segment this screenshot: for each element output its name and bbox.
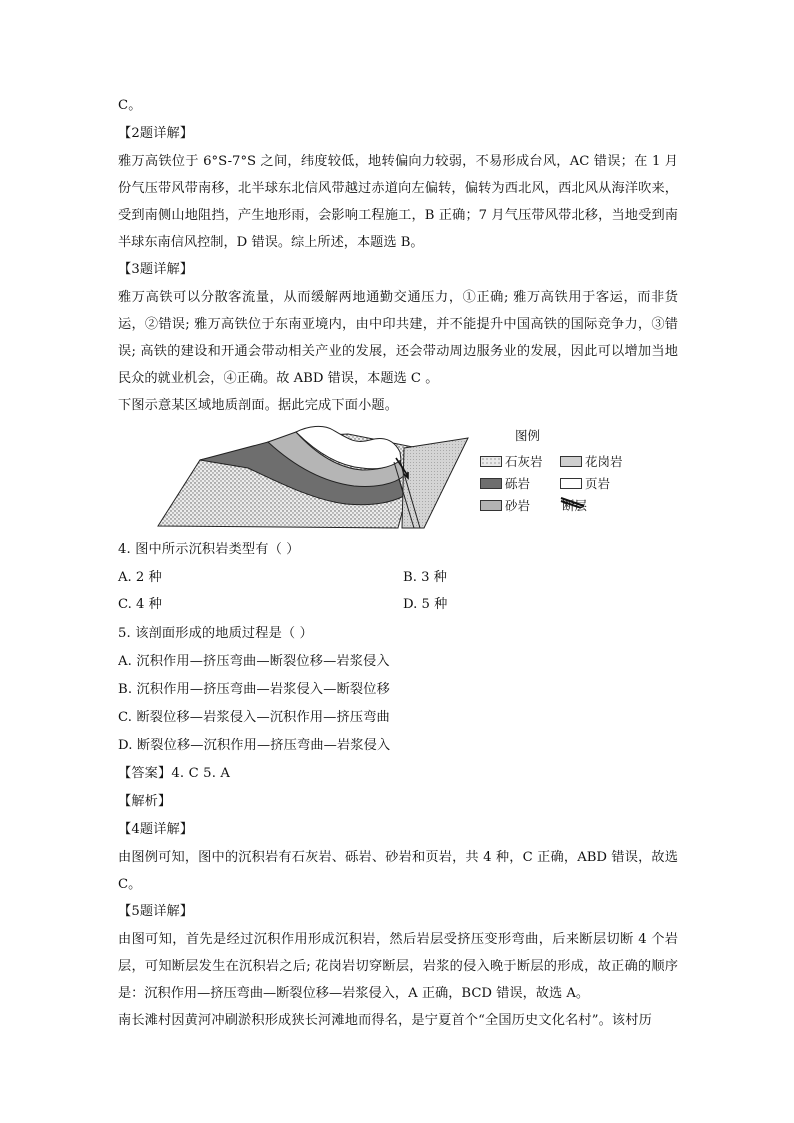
geologic-section-diagram	[118, 422, 478, 532]
q4-stem: 4. 图中所示沉积岩类型有（ ）	[118, 542, 300, 557]
q4-option-a: A. 2 种	[118, 570, 162, 585]
q5-option-c: C. 断裂位移—岩浆侵入—沉积作用—挤压弯曲	[118, 710, 390, 725]
q5-explain-heading: 【5题详解】	[118, 904, 194, 919]
q3-explain-text: 雅万高铁可以分散客流量，从而缓解两地通勤交通压力，①正确; 雅万高铁用于客运，而非货运，②错误; 雅万高铁位于东南亚境内，由中印共建，并不能提升中国高铁的国际竞争力，③错误; 高铁的建设和开通会带动相关产业的发展，还会带动周边服务业的发展，因此可以增加当地民众的就业机会，④正确。故 ABD 错误，本题选 C 。	[118, 290, 678, 386]
shale-swatch	[560, 478, 582, 489]
legend-shale: 页岩	[560, 474, 610, 492]
q4-options	[118, 564, 678, 620]
q5-explain-text: 由图可知，首先是经过沉积作用形成沉积岩，然后岩层受挤压变形弯曲，后来断层切断 4 个岩层，可知断层发生在沉积岩之后; 花岗岩切穿断层，岩浆的侵入晚于断层的形成，故正确的顺序是：沉积作用—挤压弯曲—断裂位移—岩浆侵入，A 正确，BCD 错误，故选 A。	[118, 932, 678, 1001]
document-page	[118, 92, 678, 1035]
q4-option-d: D. 5 种	[403, 597, 448, 612]
granite-swatch	[560, 456, 582, 467]
q5-option-b: B. 沉积作用—挤压弯曲—岩浆侵入—断裂位移	[118, 682, 390, 697]
limestone-swatch	[480, 456, 502, 467]
sandstone-swatch	[480, 500, 502, 511]
q5-stem: 5. 该剖面形成的地质过程是（ ）	[118, 626, 313, 641]
analysis-heading: 【解析】	[118, 794, 172, 809]
answer-tail: C。	[118, 98, 142, 113]
legend-conglomerate: 砾岩	[480, 474, 530, 492]
q3-explain-heading: 【3题详解】	[118, 262, 194, 277]
q2-explain-heading: 【2题详解】	[118, 126, 194, 141]
figure-intro: 下图示意某区域地质剖面。据此完成下面小题。	[118, 398, 399, 413]
legend-limestone: 石灰岩	[480, 452, 543, 470]
fault-symbol-icon	[560, 496, 586, 508]
q4-explain-heading: 【4题详解】	[118, 822, 194, 837]
next-passage-text: 南长滩村因黄河冲刷淤积形成狭长河滩地而得名，是宁夏首个“全国历史文化名村”。该村历	[118, 1013, 652, 1028]
q4-option-c: C. 4 种	[118, 597, 162, 612]
legend-fault: 断层	[562, 498, 588, 513]
q5-option-a: A. 沉积作用—挤压弯曲—断裂位移—岩浆侵入	[118, 654, 390, 669]
legend-title: 图例	[515, 428, 541, 443]
answer-line: 【答案】4. C 5. A	[118, 766, 231, 781]
q4-option-b: B. 3 种	[403, 570, 447, 585]
legend-sandstone: 砂岩	[480, 496, 530, 514]
legend-granite: 花岗岩	[560, 452, 623, 470]
geologic-section-figure	[118, 422, 678, 532]
conglomerate-swatch	[480, 478, 502, 489]
granite-intrusion	[402, 438, 468, 528]
q5-option-d: D. 断裂位移—沉积作用—挤压弯曲—岩浆侵入	[118, 738, 391, 753]
q2-explain-text: 雅万高铁位于 6°S-7°S 之间，纬度较低，地转偏向力较弱，不易形成台风，AC 错误；在 1 月份气压带风带南移，北半球东北信风带越过赤道向左偏转，偏转为西北风，西北风从海洋吹来，受到南侧山地阻挡，产生地形雨，会影响工程施工，B 正确；7 月气压带风带北移，当地受到南半球东南信风控制，D 错误。综上所述，本题选 B。	[118, 154, 678, 250]
q4-explain-text: 由图例可知，图中的沉积岩有石灰岩、砾岩、砂岩和页岩，共 4 种，C 正确，ABD 错误，故选 C。	[118, 850, 678, 892]
